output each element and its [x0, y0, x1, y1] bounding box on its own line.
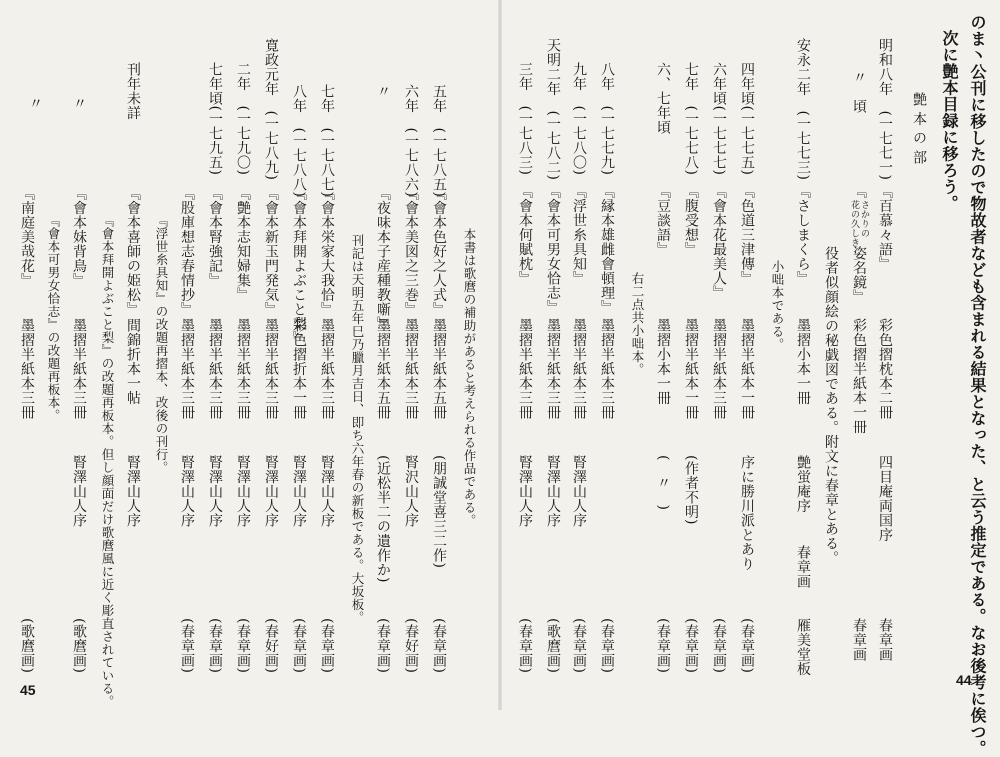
entry-note: 『浮世糸具知』の改題再摺本、改後の刊行。	[154, 214, 169, 474]
entry-year: 八年 (一七八八)	[291, 84, 307, 198]
entry-preface: 腎澤山人序	[71, 455, 87, 528]
entry-format: 墨摺半紙本三冊	[263, 318, 279, 420]
entry-preface: 腎澤山人序	[545, 455, 561, 528]
entry-format: 墨摺半紙本三冊	[545, 318, 561, 420]
entry-format: 墨摺半紙本三冊	[711, 318, 727, 420]
entry-artist: (歌麿画)	[71, 618, 87, 674]
entry-preface: 腎澤山人序	[571, 455, 587, 528]
entry-title: 『會本色好之人式』	[431, 186, 447, 317]
entry-artist: (春章画)	[711, 618, 727, 674]
entry-title: 『會本新玉門発気』	[263, 186, 279, 317]
entry-year: 二年 (一七九〇)	[235, 62, 251, 176]
entry-format: 墨摺半紙本三冊	[235, 318, 251, 420]
entry-artist: (春好画)	[403, 618, 419, 674]
entry-title-open: 『	[851, 184, 867, 199]
entry-preface: 腎沢山人序	[403, 455, 419, 528]
entry-preface: 腎澤山人序	[319, 455, 335, 528]
entry-artist: (春章画)	[207, 618, 223, 674]
entry-artist: (春章画)	[375, 618, 391, 674]
entry-year: 〃	[375, 84, 391, 99]
entry-preface: ( 〃 )	[655, 455, 671, 511]
entry-format: 墨摺半紙本三冊	[207, 318, 223, 420]
entry-note: 『會本拜開よぶこと梨』の改題再板本。但し顔面だけ歌麿風に近く彫直されている。	[100, 214, 115, 708]
entry-preface: 腎澤山人序	[207, 455, 223, 528]
entry-artist: 春章画	[877, 618, 893, 662]
entry-year: 寛政元年 (一七八九)	[263, 38, 279, 181]
entry-title: 『會本栄家大我恰』	[319, 186, 335, 317]
entry-artist: (歌麿画)	[545, 618, 561, 674]
entry-artist: 春章画	[851, 618, 867, 662]
entry-artist: (春好画)	[263, 618, 279, 674]
section-title: 艶 本 の 部	[911, 92, 927, 165]
entry-format: 彩色摺折本一冊	[291, 318, 307, 420]
entry-preface: 腎澤山人序	[263, 455, 279, 528]
entry-title: 『豆談語』	[655, 184, 671, 257]
entry-preface: 腎澤山人序	[517, 455, 533, 528]
entry-artist: (春章画)	[431, 618, 447, 674]
entry-format: 彩色摺半紙本一冊	[851, 318, 867, 434]
entry-format: 墨摺半紙本三冊	[19, 318, 35, 420]
entry-year: 七年 (一七八七)	[319, 84, 335, 198]
entry-year: 明和八年 (一七七一)	[877, 38, 893, 181]
entry-year: 安永二年 (一七七三)	[795, 38, 811, 181]
entry-title: 『夜味本子産種教噺』	[375, 186, 391, 331]
entry-preface: 腎澤山人序	[125, 455, 141, 528]
entry-preface: (作者不明)	[683, 455, 699, 525]
entry-preface: 腎澤山人序	[179, 455, 195, 528]
entry-format: 墨摺半紙本三冊	[571, 318, 587, 420]
entry-title: 『會本可男女恰志』	[545, 184, 561, 315]
entry-artist: (春章画)	[319, 618, 335, 674]
entry-artist: (春章画)	[517, 618, 533, 674]
entry-format: 墨摺小本一冊	[655, 318, 671, 405]
entry-title: 『會本拜開よぶこと梨』	[291, 186, 307, 346]
entry-title: 『會本何賦枕』	[517, 184, 533, 286]
entry-artist: 春章画	[795, 545, 811, 589]
entry-title: 『さしまくら』	[795, 184, 811, 286]
entry-note: 小咄本である。	[770, 260, 785, 351]
entry-title: 『縁本雄雌會頓理』	[599, 184, 615, 315]
entry-year: 〃	[27, 96, 43, 111]
entry-artist: (春章画)	[655, 618, 671, 674]
entry-title: 『浮世糸具知』	[571, 184, 587, 286]
entry-year: 七年 (一七七八)	[683, 62, 699, 176]
entry-artist: (歌麿画)	[19, 618, 35, 674]
entry-format: 墨摺半紙本一冊	[739, 318, 755, 420]
entry-preface: (近松半二の遺作か)	[375, 455, 391, 583]
intro-line: 本書は歌麿の補助があると考えられる作品である。	[462, 228, 477, 527]
entry-year: 七年頃(一七九五)	[207, 62, 223, 176]
entry-format: 墨摺半紙本三冊	[403, 318, 419, 420]
entry-artist: (春章画)	[683, 618, 699, 674]
entry-format: 墨摺半紙本五冊	[375, 318, 391, 420]
entry-artist: (春章画)	[235, 618, 251, 674]
entry-year: 五年 (一七八五)	[431, 84, 447, 198]
entry-preface: 艶蛍庵序	[795, 455, 811, 513]
entry-format: 墨摺半紙本五冊	[431, 318, 447, 420]
entry-publisher: 雁美堂板	[795, 618, 811, 676]
entry-title-small: さかりの	[859, 200, 869, 238]
entry-format: 墨摺半紙本三冊	[319, 318, 335, 420]
entry-preface: 腎澤山人序	[235, 455, 251, 528]
entry-year: 〃 頃	[851, 70, 867, 114]
page-number-left: 45	[20, 682, 36, 698]
intro-line-1: のま丶公刊に移したので物故者なども含まれる結果となった、と云う推定である。なお後考に俟つ。	[968, 14, 987, 757]
entry-title: 姿名鏡』	[851, 246, 867, 304]
entry-artist: (春章画)	[291, 618, 307, 674]
entry-note: 右二点共小咄本。	[630, 272, 645, 376]
entry-format: 墨摺半紙本一冊	[683, 318, 699, 420]
intro-line-2: 次に艶本目録に移ろう。	[940, 30, 959, 212]
entry-title: 『會本美図之三巻』	[403, 186, 419, 317]
entry-format: 墨摺半紙本三冊	[517, 318, 533, 420]
entry-note: 刊記は天明五年巳乃臘月吉日、即ち六年春の新板である。大坂板。	[350, 234, 365, 624]
entry-year: 天明二年 (一七八二)	[545, 38, 561, 181]
entry-year: 四年頃(一七七五)	[739, 62, 755, 176]
entry-title: 『色道三津傳』	[739, 184, 755, 286]
entry-title: 『股庫想志春情抄』	[179, 186, 195, 317]
entry-format: 墨摺半紙本三冊	[599, 318, 615, 420]
entry-title: 『會本喜師の姫松』	[125, 186, 141, 317]
entry-title-small: 花の久しき	[849, 200, 859, 248]
entry-artist: (春章画)	[599, 618, 615, 674]
entry-year: 三年 (一七八三)	[517, 62, 533, 176]
entry-format: 彩色摺枕本二冊	[877, 318, 893, 420]
entry-title: 『南庭美哉花』	[19, 186, 35, 288]
book-gutter	[498, 0, 502, 710]
entry-preface: (朋誠堂喜三二作)	[431, 455, 447, 569]
entry-note: 『會本可男女恰志』の改題再板本。	[46, 214, 61, 422]
entry-year: 六年頃(一七七七)	[711, 62, 727, 176]
entry-preface: 四目庵両国序	[877, 455, 893, 542]
entry-format: 墨摺半紙本三冊	[179, 318, 195, 420]
entry-title: 『會本妹背鳥』	[71, 186, 87, 288]
entry-artist: (春章画)	[739, 618, 755, 674]
entry-artist: (春章画)	[571, 618, 587, 674]
entry-year: 八年 (一七七九)	[599, 62, 615, 176]
entry-format: 墨摺小本一冊	[795, 318, 811, 405]
entry-year: 刊年未詳	[125, 62, 141, 120]
entry-year: 六年 (一七八六)	[403, 84, 419, 198]
entry-format: 墨摺半紙本三冊	[71, 318, 87, 420]
entry-artist: (春章画)	[179, 618, 195, 674]
entry-title: 『艶本志知婦集』	[235, 186, 251, 302]
entry-title: 『會本花最美人』	[711, 184, 727, 300]
page-number-right: 44	[956, 672, 972, 688]
entry-note: 役者似顔絵の秘戯図である。附文に春章とある。	[823, 246, 839, 565]
entry-year: 六、七年頃	[655, 62, 671, 135]
entry-title: 『會本腎強記』	[207, 186, 223, 288]
entry-preface: 序に勝川派とあり	[739, 455, 755, 571]
entry-title: 『腹受想』	[683, 184, 699, 257]
entry-year: 〃	[71, 96, 87, 111]
entry-format: 間錦折本一帖	[125, 318, 141, 405]
entry-year: 九年 (一七八〇)	[571, 62, 587, 176]
entry-preface: 腎澤山人序	[291, 455, 307, 528]
entry-title: 『百慕々語』	[877, 184, 893, 271]
